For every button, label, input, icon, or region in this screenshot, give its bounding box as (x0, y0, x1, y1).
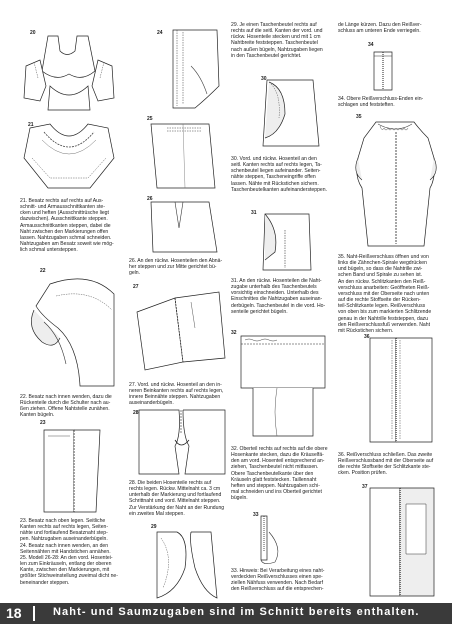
footer-seam-allowance-note: Naht- und Saumzugaben sind im Schnitt bereits enthalten. (53, 606, 420, 618)
step-34-text: 34. Obere Reißverschluss-Enden ein- schlagen und feststeften. (338, 96, 424, 109)
figure-number: 30 (261, 76, 267, 82)
figure-33-zipper-end-illustration (251, 512, 315, 566)
figure-number: 31 (251, 210, 257, 216)
figure-number: 20 (30, 30, 36, 36)
figure-24-facing-stitch-illustration (167, 26, 229, 116)
step-31-text: 31. An den rückw. Hosenteilen die Naht- zugabe unterhalb des Taschenbeutels vorsichtig einschneiden. Unterhalb des Einschnittes die Nahtzugaben auseinan- derbügeln. Taschenbeutel in die vord. Ho- senteile gerichtet bügeln. (231, 278, 326, 315)
figure-26-dart-illustration (147, 198, 227, 256)
figure-27-inner-leg-illustration (131, 288, 229, 378)
figure-30-side-seam-illustration (259, 74, 329, 150)
step-28-text: 28. Die beiden Hosenteile rechts auf rechts legen. Rückw. Mittelnaht ca. 3 cm unterhalb der Markierung und fortlaufend Schrittnaht und vord. Mittelnaht steppen. Zur Verstärkung der Naht an der Rundung ein zweites Mal steppen. (129, 480, 225, 517)
figure-number: 21 (28, 122, 34, 128)
figure-31-clip-seam-illustration (249, 210, 325, 274)
figure-number: 34 (368, 42, 374, 48)
step-33-text: 33. Hinweis: Bei Verarbeitung eines naht- verdeckten Reißverschlusses einen spe- ziellen Nähfuss verwenden. Nach Bedarf den Reißverschluss auf die entsprechen- (231, 568, 325, 593)
step-32-text: 32. Oberteil rechts auf rechts auf die obere Hosenkante stecken, dazu die Kräuselfä- den am vord. Hosenteil entsprechend an- ziehen, Taschenbeutel nicht mitfassen. Obere Taschenbeutelkante über den Kräuseln glatt feststecken. Taillennaht heften und steppen. Nahtzugaben schi- mal schneiden und ins Oberteil gerichtet bügeln. (231, 446, 328, 502)
figure-number: 27 (133, 284, 139, 290)
step-33-continued-text: de Länge kürzen. Dazu den Reißver- schluss am unteren Ende verriegeln. (338, 22, 422, 35)
figure-number: 22 (40, 268, 46, 274)
figure-23-side-seam-illustration (34, 426, 114, 514)
figure-number: 23 (40, 420, 46, 426)
figure-number: 35 (356, 114, 362, 120)
figure-37-zipper-finish-illustration (366, 484, 438, 600)
figure-29-pocket-bag-illustration (147, 528, 229, 600)
step-26-text: 26. An den rückw. Hosenteilen den Abnä- her steppen und zur Mitte gerichtet bü- geln. (129, 258, 223, 277)
figure-number: 32 (231, 330, 237, 336)
figure-number: 33 (253, 512, 259, 518)
step-21-text: 21. Besatz rechts auf rechts auf Aus- schnitt- und Armausschnittkanten ste- cken und heften (Ausschnittrüsche liegt dazwischen). Ausschnittkante steppen. Armausschnittkanten steppen, dabei die Naht zwischen den Markierungen offen lassen. Nahtzugaben schmal schneiden. Nahtzugaben am Besatz soweit wie mög- lich schmal untersteppen. (20, 198, 114, 254)
figure-28-crotch-seam-illustration (135, 406, 229, 478)
figure-35-dress-back-zipper-illustration (348, 118, 440, 248)
page-footer (0, 603, 452, 624)
step-29-text: 29. Je einen Taschenbeutel rechts auf rechts auf die seitl. Kanten der vord. und rückw. Hosenteile stecken und mit 1 cm Nahtbreite feststeppen. Taschenbeutel nach außen bügeln, Nahtzugaben liegen in den Taschenbeutel gerichtet. (231, 22, 323, 59)
step-27-text: 27. Vord. und rückw. Hosenteil an den in- neren Beinkanten rechts auf rechts legen, innere Beinnähte steppen. Nahtzugaben auseinanderbügeln. (129, 382, 224, 407)
figure-number: 26 (147, 196, 153, 202)
step-30-text: 30. Vord. und rückw. Hosenteil an den seitl. Kanten rechts auf rechts legen, Ta- schenbeutel liegen aufeinander. Seiten- nähte steppen, Tascheneingriffe offen lassen. Nähte mit Rückstichen sichern. Taschenbeutelkanten aufeinandersteppen. (231, 156, 328, 193)
page-number: 18 (6, 605, 22, 621)
step-35-text: 35. Naht-Reißverschluss öffnen und von links die Zähnchen-Spirale wegdrücken und bügeln, so dass die Nahtrille zwi- schen Band und Spirale zu sehen ist. An den rückw. Schlitzkanten den Reiß- verschluss anarbeiten: Geöffneten Reiß- verschluss mit der Oberseite nach unten auf die rechte Stoffseite der Rücken- teil-Schlitzkante legen. Reißverschluss von oben bis zum markierten Schlitzende genau in der Nahtrille feststeppen, dazu den Reißverschlussfuß verwenden. Naht mit Rückstichen sichern. (338, 254, 432, 334)
figure-36-zipper-second-band-illustration (366, 334, 438, 446)
figure-number: 36 (364, 334, 370, 340)
figure-25-gathering-illustration (145, 118, 229, 194)
figure-34-zipper-top-illustration (370, 48, 400, 94)
step-36-text: 36. Reißverschluss schließen. Das zweite Reißverschlussband mit der Oberseite auf die rechte Stoffseite der Schlitzkante ste- cken. Position prüfen. (338, 452, 434, 477)
step-22-text: 22. Besatz nach innen wenden, dazu die Rückenteile durch die Schulter nach au- ßen ziehen. Offene Nahtstelle zunähen. Kanten bügeln. (20, 394, 112, 419)
figure-number: 28 (133, 410, 139, 416)
step-23-25-text: 23. Besatz nach oben legen. Seitliche Kanten rechts auf rechts legen, Seiten- nähte und fortlaufend Besatznaht step- pen. Nahtzugaben auseinanderbügeln. 24. Besatz nach innen wenden, an den Seitennähten mit Handstichen annähen. 25. Modell 26-28: An den vord. Hosentei- len zum Einkräuseln, entlang der oberen Kante, zwischen den Markierungen, mit größter Stichweinstellung zweimal dicht ne- beneinander steppen. (20, 518, 118, 586)
figure-number: 29 (151, 524, 157, 530)
figure-22-turned-facing-illustration (20, 266, 118, 390)
figure-number: 24 (157, 30, 163, 36)
figure-number: 25 (147, 116, 153, 122)
figure-20-yoke-illustration (20, 26, 118, 112)
figure-32-waist-seam-illustration (233, 328, 333, 442)
figure-21-facing-illustration (20, 118, 118, 196)
footer-divider (33, 606, 35, 621)
figure-number: 37 (362, 484, 368, 490)
